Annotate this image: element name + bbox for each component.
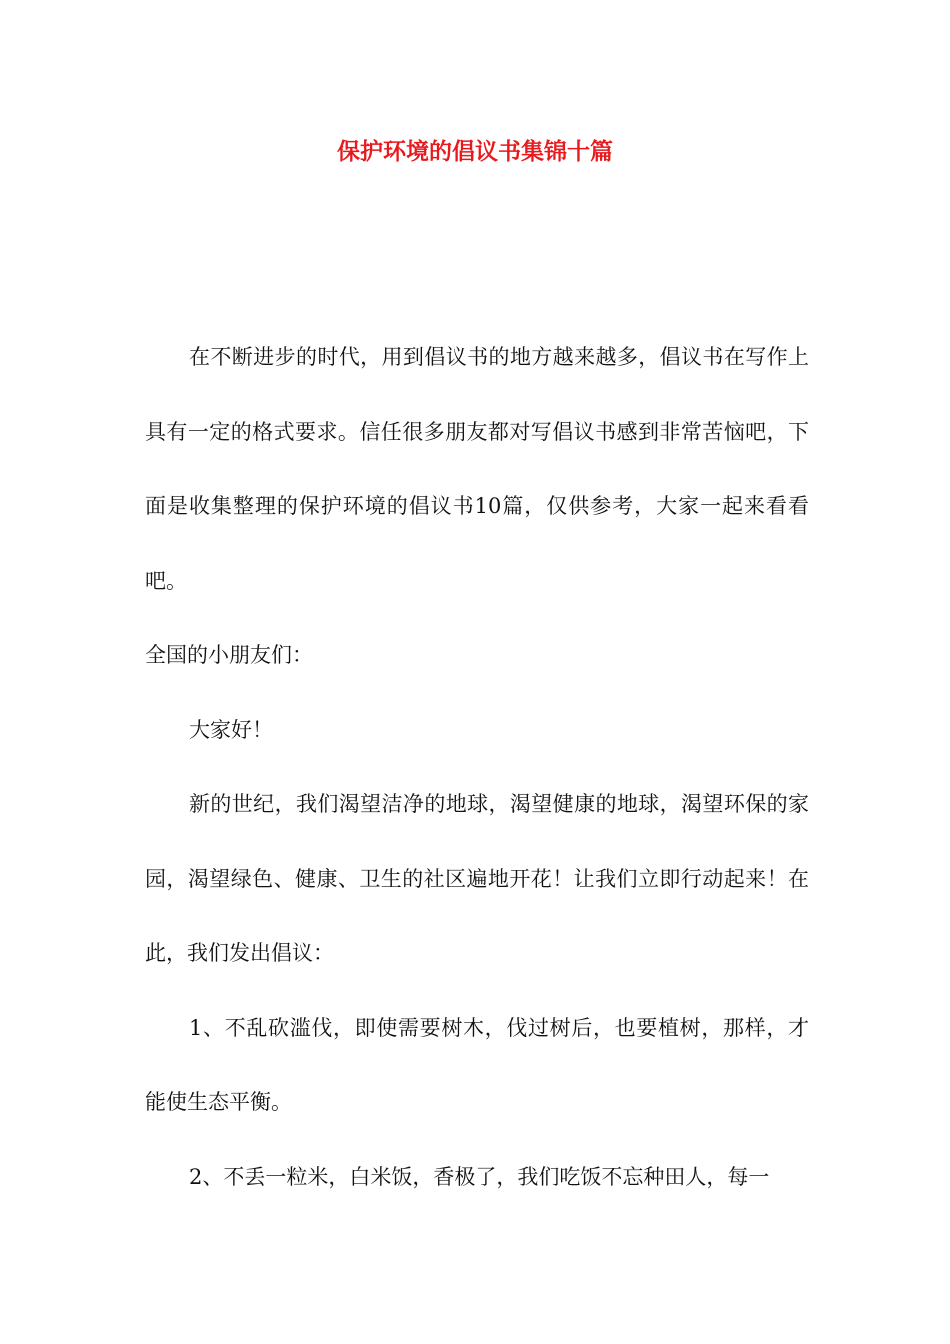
paragraph-salutation: 全国的小朋友们： bbox=[145, 643, 313, 667]
paragraph-intro: 在不断进步的时代，用到倡议书的地方越来越多，倡议书在写作上具有一定的格式要求。信任很多朋友都对写倡议书感到非常苦恼吧，下面是收集整理的保护环境的倡议书10篇，仅供参考，大家一起来看看吧。 bbox=[145, 345, 809, 593]
document-body bbox=[145, 320, 809, 1214]
document-title: 保护环境的倡议书集锦十篇 bbox=[337, 139, 613, 165]
paragraph-item-1: 1、不乱砍滥伐，即使需要树木，伐过树后，也要植树，那样，才能使生态平衡。 bbox=[145, 1015, 809, 1114]
paragraph-proposal: 新的世纪，我们渴望洁净的地球，渴望健康的地球，渴望环保的家园，渴望绿色、健康、卫生的社区遍地开花！让我们立即行动起来！在此，我们发出倡议： bbox=[145, 792, 809, 965]
paragraph-greeting: 大家好！ bbox=[189, 717, 273, 742]
paragraph-item-2: 2、不丢一粒米，白米饭，香极了，我们吃饭不忘种田人，每一 bbox=[189, 1164, 770, 1189]
